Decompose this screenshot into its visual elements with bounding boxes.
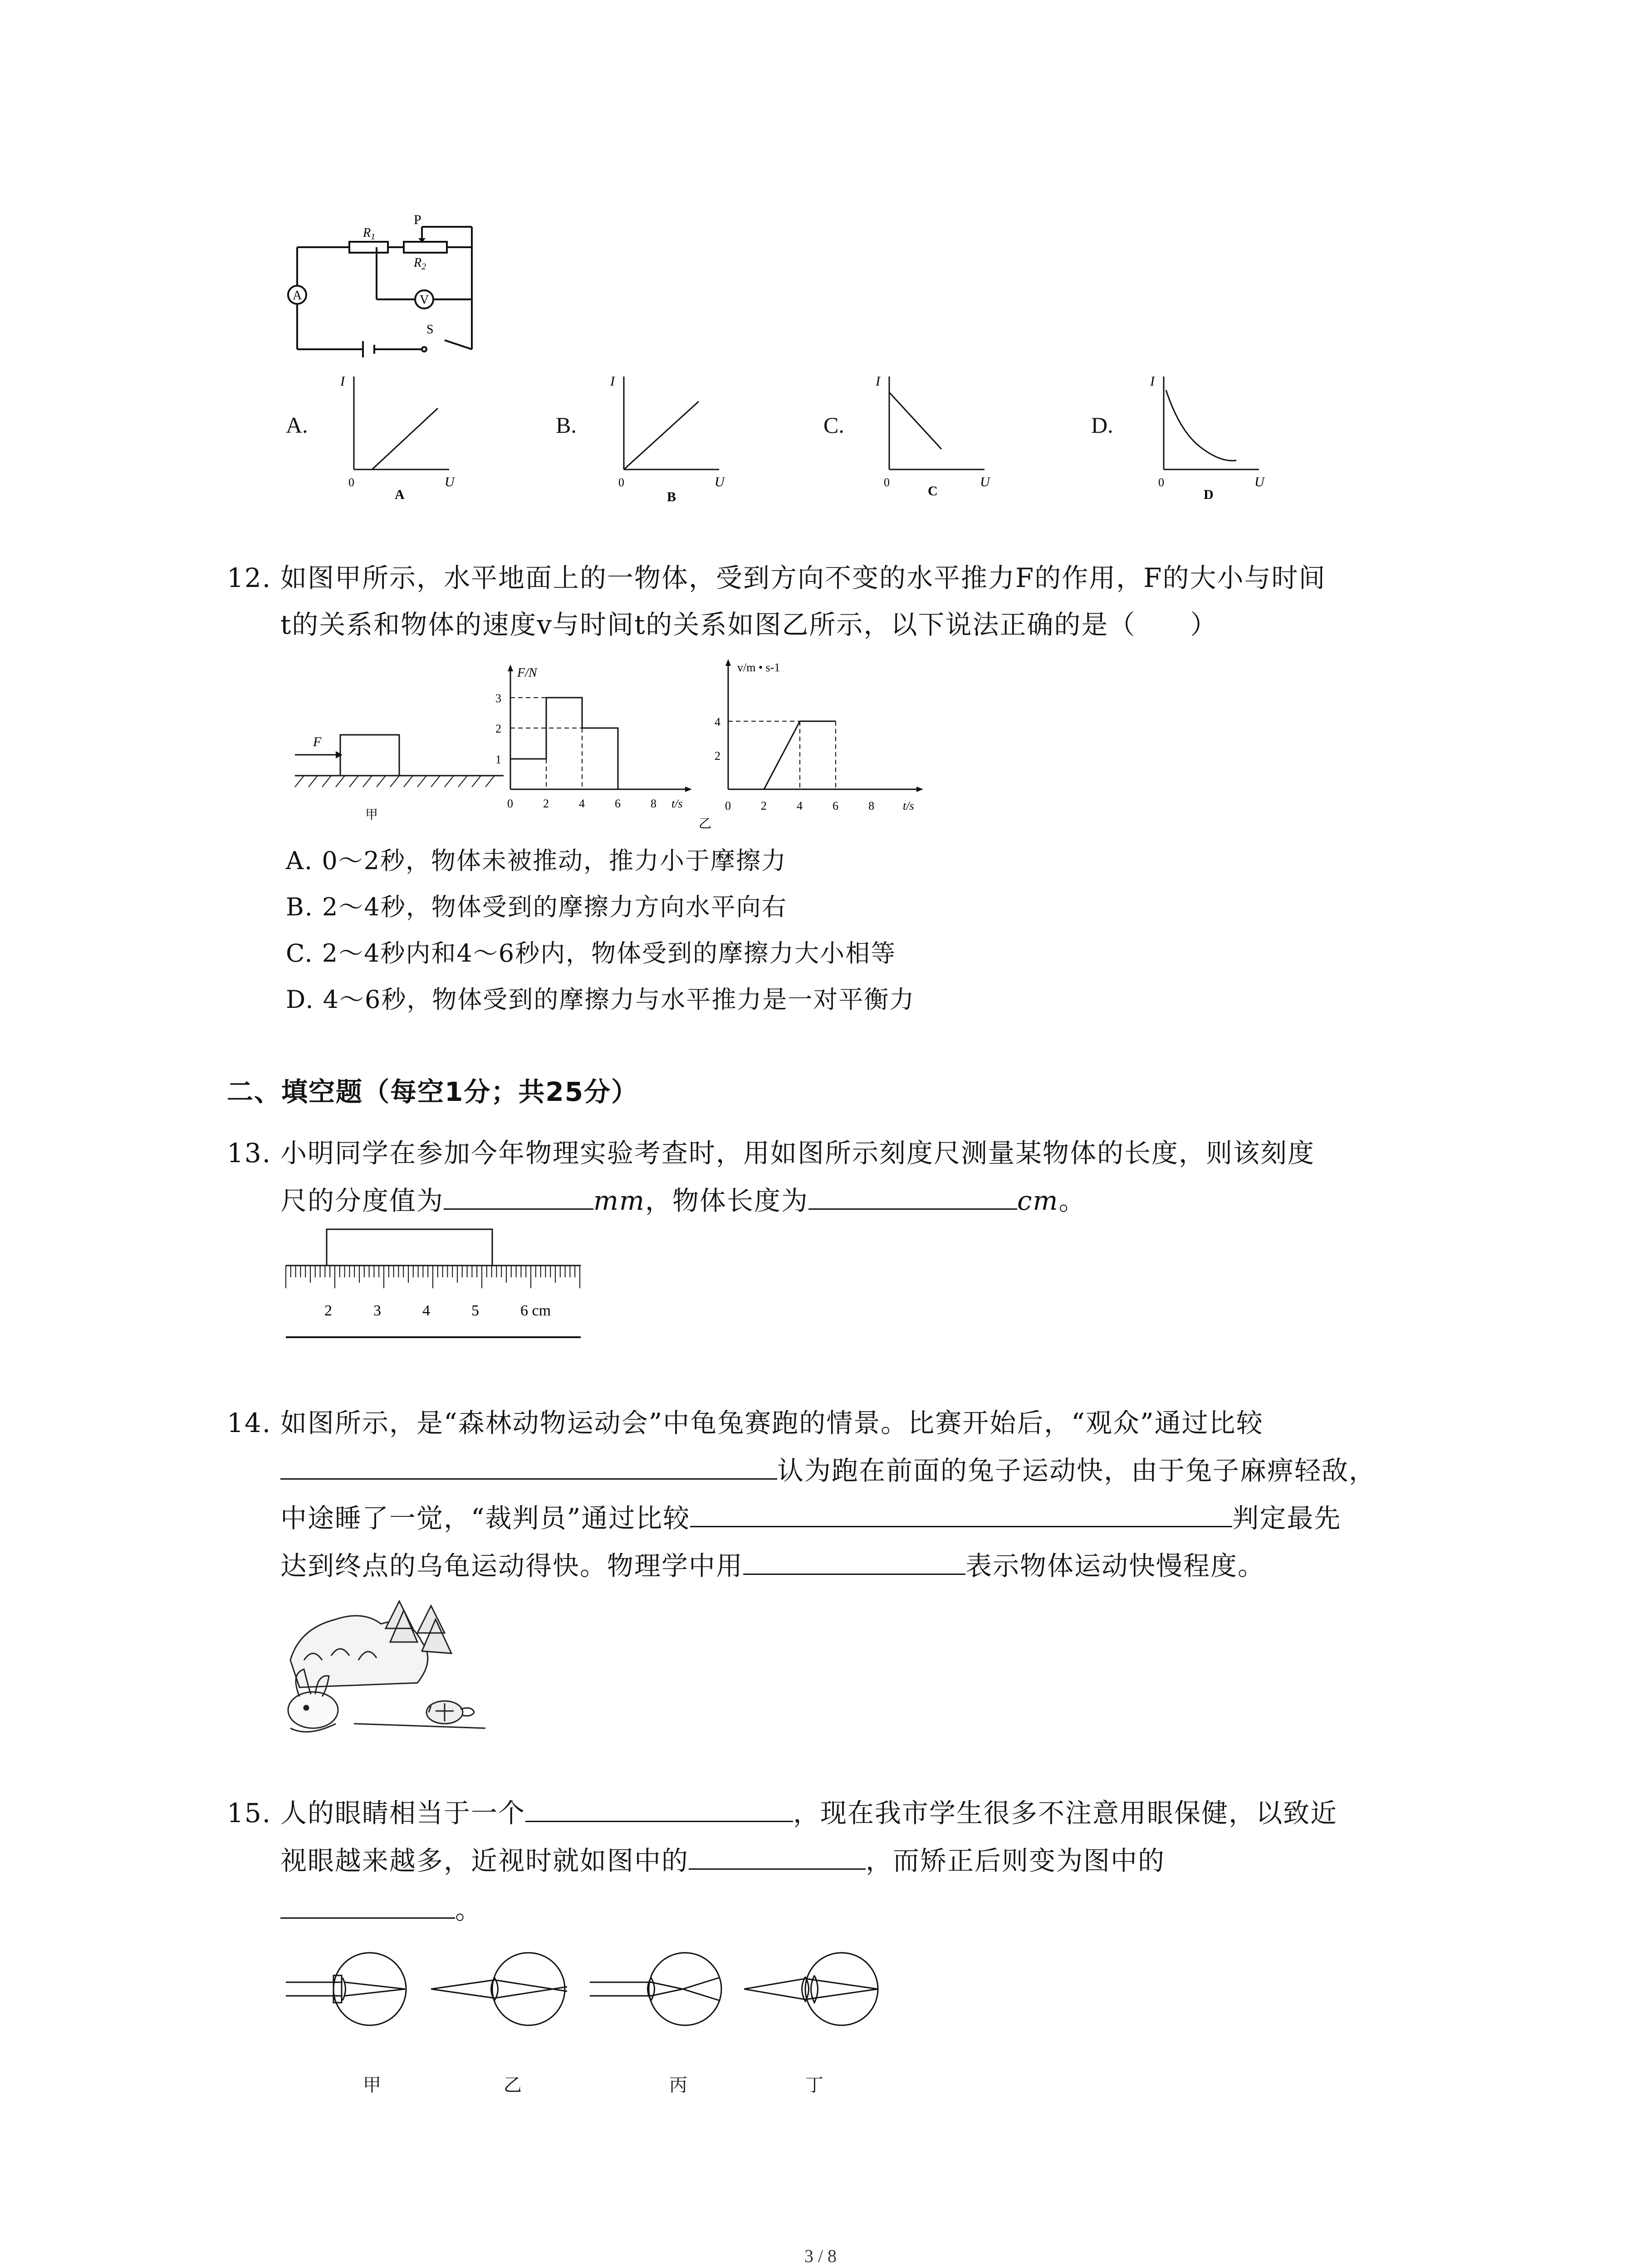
svg-text:v/m • s-1: v/m • s-1 [737,661,780,674]
svg-text:6: 6 [615,797,621,810]
svg-text:I: I [1150,374,1155,389]
svg-text:0: 0 [884,476,890,489]
q12-line-2: t的关系和物体的速度v与时间t的关系如图乙所示，以下说法正确的是（ ） [280,609,1218,640]
svg-text:6 cm: 6 cm [520,1302,551,1319]
q12-option-a: A. 0～2秒，物体未被推动，推力小于摩擦力 [286,846,787,875]
q11-graph-a [336,367,481,508]
q15-line-2: 视眼越来越多，近视时就如图中的 ，而矫正后则变为图中的 [280,1837,1165,1884]
svg-text:t/s: t/s [671,797,683,810]
svg-text:2: 2 [715,749,720,763]
q11-option-c-letter: C. [823,412,844,438]
q14-blank-3[interactable] [743,1545,965,1575]
graph-b-caption: B [667,489,676,504]
q15-line-1: 人的眼睛相当于一个 ，现在我市学生很多不注意用眼保健，以致近 [280,1789,1337,1837]
svg-text:4: 4 [715,715,720,728]
svg-text:U: U [715,474,725,489]
voltmeter-label: V [420,293,429,307]
q14-line-2: 认为跑在前面的兔子运动快，由于兔子麻痹轻敌， [280,1447,1376,1494]
svg-text:0: 0 [618,476,624,489]
svg-text:4: 4 [579,797,585,810]
q12-line-1: 如图甲所示，水平地面上的一物体，受到方向不变的水平推力F的作用，F的大小与时间 [280,562,1326,593]
q15-line-3: 。 [280,1886,482,1933]
p-label: P [414,212,421,227]
q14-line-1: 如图所示，是“森林动物运动会”中龟兔赛跑的情景。比赛开始后，“观众”通过比较 [280,1408,1264,1438]
svg-text:1: 1 [495,753,501,766]
q13-line-2: 尺的分度值为 mm，物体长度为 cm。 [280,1177,1086,1224]
q13-number: 13. [227,1138,272,1168]
q15-blank-2[interactable] [689,1840,866,1870]
switch-label: S [426,323,434,337]
r2-label: $R_2$ [414,256,426,272]
q13-blank-division[interactable] [444,1180,593,1210]
eye-caption-bing: 丙 [669,2075,687,2096]
q14-line-3: 中途睡了一觉，“裁判员”通过比较 判定最先 [280,1495,1341,1542]
svg-text:2: 2 [495,722,501,735]
svg-text:U: U [445,474,455,489]
section-title: 二、填空题（每空1分；共25分） [227,1076,639,1107]
svg-text:0: 0 [507,797,513,810]
graph-c-caption: C [928,484,938,499]
graph-a-caption: A [395,487,405,502]
q12-force-time-graph [485,658,694,830]
eye-caption-ding: 丁 [805,2075,823,2096]
q12-option-c: C. 2～4秒内和4～6秒内，物体受到的摩擦力大小相等 [286,939,896,968]
q11-graph-d [1146,367,1291,508]
svg-text:4: 4 [797,799,803,812]
q14-line-4: 达到终点的乌龟运动得快。物理学中用 表示物体运动快慢程度。 [280,1542,1265,1589]
svg-text:I: I [610,374,615,389]
q11-graph-c [871,367,1016,508]
svg-text:U: U [1254,474,1264,489]
q11-option-d-letter: D. [1091,412,1113,438]
svg-text:3: 3 [495,692,501,705]
eye-caption-yi: 乙 [504,2075,522,2096]
q13-ruler-figure [281,1225,590,1347]
q14-tortoise-hare-illustration [272,1592,499,1746]
graph-d-caption: D [1204,487,1214,502]
svg-text:I: I [340,374,345,389]
q12-figure-jia [290,708,508,830]
svg-text:0: 0 [725,799,731,812]
q13-line-1: 小明同学在参加今年物理实验考查时，用如图所示刻度尺测量某物体的长度，则该刻度 [280,1138,1315,1168]
page-number: 3 / 8 [804,2246,837,2266]
q11-circuit-diagram [272,213,490,358]
q14-blank-1[interactable] [280,1450,777,1480]
q14-blank-2[interactable] [690,1498,1232,1527]
svg-text:8: 8 [651,797,656,810]
svg-text:2: 2 [761,799,767,812]
q15-eye-diagrams [277,1941,912,2077]
q15-number: 15. [227,1798,272,1828]
q11-option-b-letter: B. [556,412,577,438]
svg-text:3: 3 [373,1302,381,1319]
fig-jia-caption: 甲 [365,808,378,822]
svg-text:0: 0 [348,476,354,489]
q11-option-a-letter: A. [286,412,308,438]
svg-text:5: 5 [471,1302,479,1319]
q13-blank-length[interactable] [808,1180,1017,1210]
svg-text:8: 8 [868,799,874,812]
q12-option-d: D. 4～6秒，物体受到的摩擦力与水平推力是一对平衡力 [286,985,915,1014]
q12-velocity-time-graph [699,653,935,830]
svg-text:0: 0 [1158,476,1164,489]
eye-caption-jia: 甲 [363,2075,381,2096]
svg-text:6: 6 [833,799,838,812]
svg-text:I: I [876,374,880,389]
force-label: F [313,734,322,749]
svg-text:4: 4 [422,1302,430,1319]
ammeter-label: A [293,288,302,303]
q15-blank-3[interactable] [280,1889,455,1919]
q15-blank-1[interactable] [525,1793,793,1822]
q12-option-b: B. 2～4秒，物体受到的摩擦力方向水平向右 [286,893,787,921]
q11-graph-b [606,367,751,508]
fig-yi-caption: 乙 [699,817,712,831]
svg-text:F/N: F/N [517,666,537,680]
svg-text:2: 2 [543,797,549,810]
svg-text:t/s: t/s [903,799,914,812]
r1-label: $R_1$ [363,226,376,242]
q12-number: 12. [227,562,272,593]
svg-text:2: 2 [324,1302,332,1319]
q14-number: 14. [227,1408,272,1438]
svg-text:U: U [980,474,990,489]
